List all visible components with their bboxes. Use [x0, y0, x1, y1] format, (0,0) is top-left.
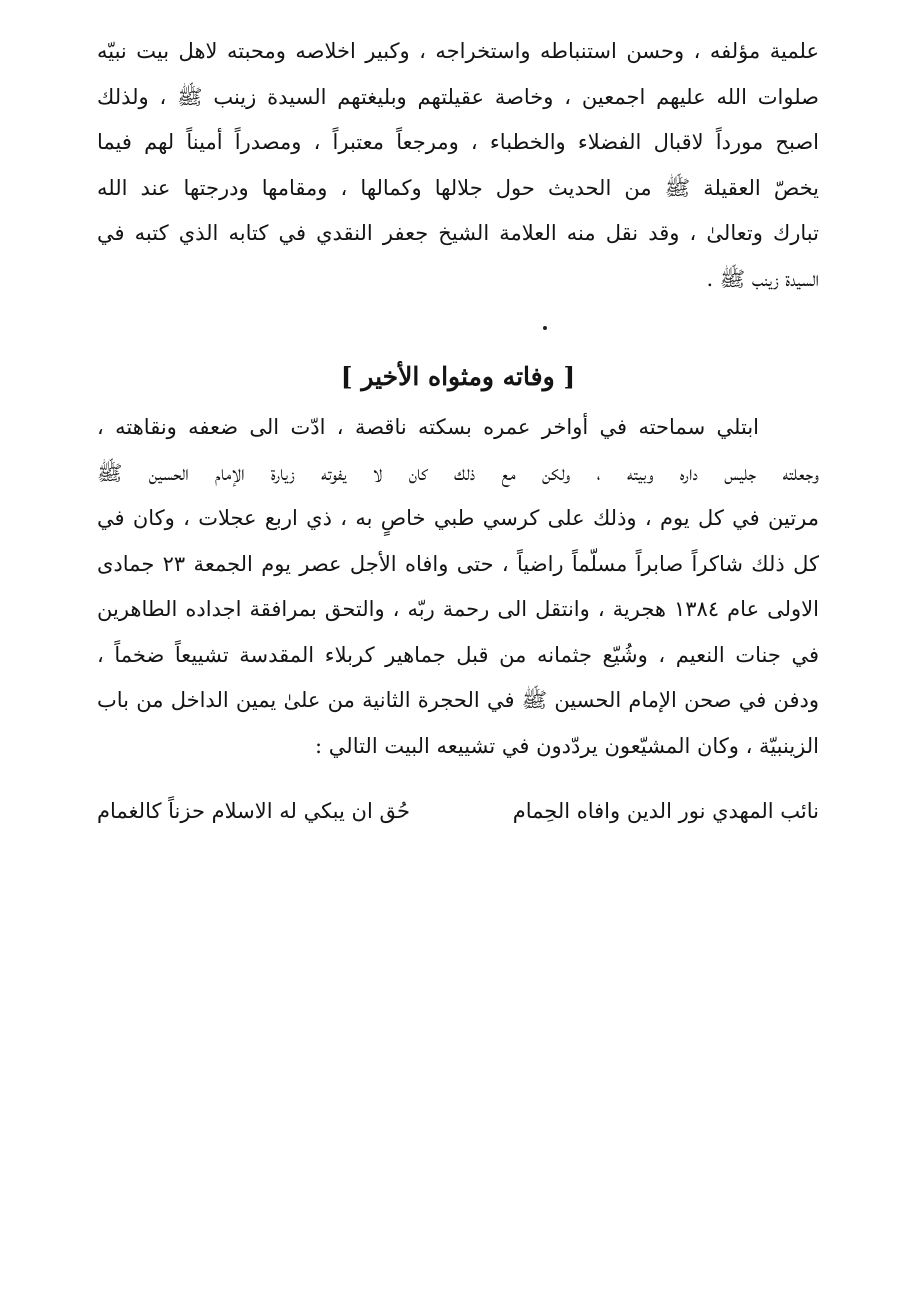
decorative-dot: [543, 326, 547, 330]
poem-verse: [97, 788, 819, 834]
text-line: اصبح مورداً لاقبال الفضلاء والخطباء ، ومرجعاً معتبراً ، ومصدراً أميناً لهم فيما: [97, 130, 819, 154]
text-line: صلوات الله عليهم اجمعين ، وخاصة عقيلتهم وبليغتهم السيدة زينب ﷺ ، ولذلك: [97, 84, 819, 109]
text-line: يخصّ العقيلة ﷺ من الحديث حول جلالها وكمالها ، ومقامها ودرجتها عند الله: [97, 175, 819, 200]
section-heading: [ وفاته ومثواه الأخير ]: [340, 362, 576, 391]
text-line: مرتين في كل يوم ، وذلك على كرسي طبي خاصٍ به ، ذي اربع عجلات ، وكان في: [97, 506, 819, 530]
text-line: في جنات النعيم ، وشُيّع جثمانه من قبل جماهير كربلاء المقدسة تشييعاً ضخماً ،: [97, 642, 819, 667]
text-line: وجعلته جليس داره وبيته ، ولكن مع ذلك كان لا يفوته زيارة الإمام الحسين ﷺ: [97, 460, 819, 485]
text-line: ابتلي سماحته في أواخر عمره بسكته ناقصة ، ادّت الى ضعفه ونقاهته ،: [97, 415, 759, 439]
text-line: ودفن في صحن الإمام الحسين ﷺ في الحجرة الثانية من علىٰ يمين الداخل من باب: [97, 688, 819, 712]
text-line: علمية مؤلفه ، وحسن استنباطه واستخراجه ، وكبير اخلاصه ومحبته لاهل بيت نبيّه: [97, 39, 819, 63]
text-line: الزينبيّة ، وكان المشيّعون يردّدون في تشييعه البيت التالي :: [315, 733, 819, 758]
intro-paragraph: [97, 29, 819, 302]
text-line: تبارك وتعالىٰ ، وقد نقل منه العلامة الشيخ جعفر النقدي في كتابه الذي كتبه في: [97, 221, 819, 245]
poem-first-hemistich: نائب المهدي نور الدين وافاه الحِمام: [512, 799, 819, 823]
text-line: كل ذلك شاكراً صابراً مسلّماً راضياً ، حتى وافاه الأجل عصر يوم الجمعة ٢٣ جمادى: [97, 551, 819, 576]
body-paragraph: [97, 405, 819, 769]
poem-second-hemistich: حُق ان يبكي له الاسلام حزناً كالغمام: [97, 799, 410, 823]
text-line: الاولى عام ١٣٨٤ هجرية ، وانتقل الى رحمة ربّه ، والتحق بمرافقة اجداده الطاهرين: [97, 597, 819, 621]
text-line: السيدة زينب ﷺ .: [706, 266, 819, 291]
